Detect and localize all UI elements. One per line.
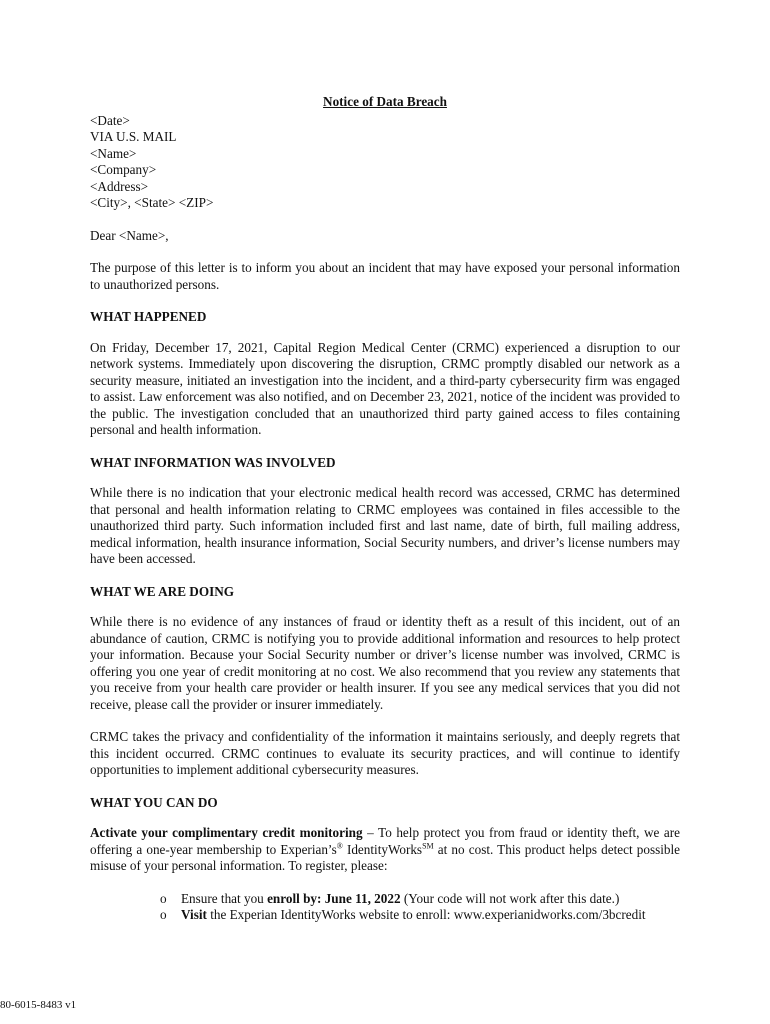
credit-monitoring-text-1: – To help protect you from fraud or identity theft, we are offering a one-year membership to Experian’s xyxy=(90,825,681,857)
credit-monitoring-text-3: at no cost. This product helps detect possible misuse of your personal information. To register, please: xyxy=(90,841,681,873)
address-name: <Name> xyxy=(90,145,137,161)
list-item xyxy=(160,891,680,908)
credit-monitoring-text-2: IdentityWorks xyxy=(342,841,423,857)
address-street: <Address> xyxy=(90,178,149,194)
section-heading-information-involved: WHAT INFORMATION WAS INVOLVED xyxy=(90,454,336,470)
address-block xyxy=(90,113,680,212)
salutation: Dear <Name>, xyxy=(90,227,169,243)
bullet-circle-icon: o xyxy=(160,890,167,906)
what-we-are-doing-paragraph-2: CRMC takes the privacy and confidentiality of the information it maintains seriously, and deeply regrets that this incident occurred. CRMC continues to evaluate its security practices, and will continue to identify opportunities to implement additional cybersecurity measures. xyxy=(90,729,680,777)
bullet-text-post: (Your code will not work after this date.) xyxy=(400,890,620,906)
document-code-footer: 80-6015-8483 v1 xyxy=(0,999,77,1011)
service-mark: SM xyxy=(422,841,434,851)
address-city-state-zip: <City>, <State> <ZIP> xyxy=(90,195,214,210)
section-heading-what-happened: WHAT HAPPENED xyxy=(90,309,207,324)
credit-monitoring-lead: Activate your complimentary credit monitoring xyxy=(90,825,363,840)
information-involved-paragraph: While there is no indication that your electronic medical health record was accessed, CRMC has determined that personal and health information relating to CRMC employees was contained in files accessible to the unauthorized third party. Such information included first and last name, date of birth, full mailing address, medical information, health insurance information, Social Security numbers, and driver’s license numbers may have been accessed. xyxy=(90,485,680,566)
section-heading-what-you-can-do: WHAT YOU CAN DO xyxy=(90,794,218,810)
intro-paragraph: The purpose of this letter is to inform you about an incident that may have exposed your personal information to unauthorized persons. xyxy=(90,260,680,292)
registered-mark: ® xyxy=(336,841,343,851)
page-title: Notice of Data Breach xyxy=(323,94,447,109)
bullet-text-pre: Ensure that you xyxy=(181,890,268,906)
section-heading-what-we-are-doing: WHAT WE ARE DOING xyxy=(90,583,234,599)
bullet-text-bold: Visit xyxy=(181,907,207,922)
address-date: <Date> xyxy=(90,112,130,128)
enrollment-steps-list xyxy=(90,891,680,924)
letter-page xyxy=(90,94,680,924)
credit-monitoring-paragraph xyxy=(90,825,680,875)
address-mail-method: VIA U.S. MAIL xyxy=(90,129,177,144)
bullet-circle-icon: o xyxy=(160,907,167,922)
what-happened-paragraph: On Friday, December 17, 2021, Capital Region Medical Center (CRMC) experienced a disruption to our network systems. Immediately upon discovering the disruption, CRMC promptly disabled our network as a security measure, initiated an investigation into the incident, and a third-party cybersecurity firm was engaged to assist. Law enforcement was also notified, and on December 23, 2021, notice of the incident was provided to the public. The investigation concluded that an unauthorized third party gained access to files containing personal and health information. xyxy=(90,339,680,437)
bullet-text-post: the Experian IdentityWorks website to enroll: www.experianidworks.com/3bcredit xyxy=(206,907,646,922)
bullet-text-bold: enroll by: June 11, 2022 xyxy=(267,890,401,906)
address-company: <Company> xyxy=(90,162,157,177)
what-we-are-doing-paragraph-1: While there is no evidence of any instances of fraud or identity theft as a result of this incident, out of an abundance of caution, CRMC is notifying you to provide additional information and resources to help protect your information. Because your Social Security number or driver’s license number was involved, CRMC is offering you one year of credit monitoring at no cost. We also recommend that you review any statements that you receive from your health care provider or health insurer. If you see any medical services that you did not receive, please call the provider or insurer immediately. xyxy=(90,614,680,712)
list-item xyxy=(160,907,680,924)
